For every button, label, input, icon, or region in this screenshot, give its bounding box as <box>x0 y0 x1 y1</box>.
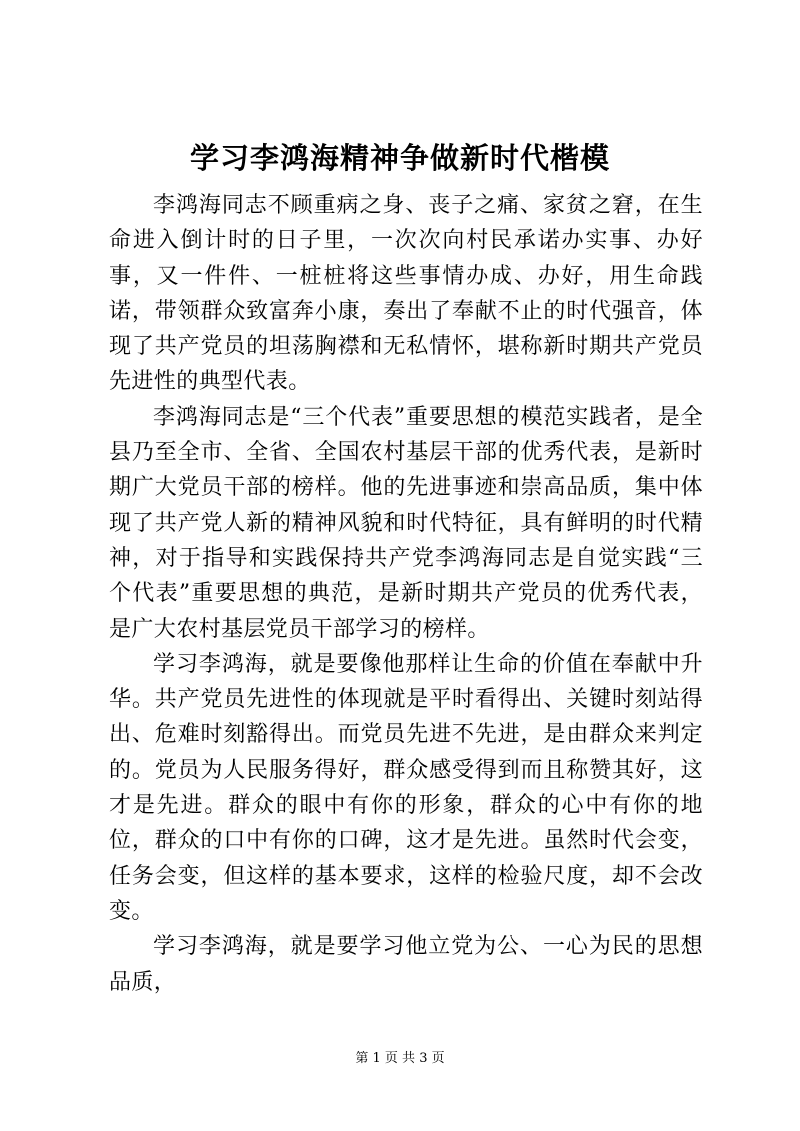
paragraph-2: 李鸿海同志是“三个代表”重要思想的模范实践者，是全县乃至全市、全省、全国农村基层干部的优秀代表，是新时期广大党员干部的榜样。他的先进事迹和崇高品质，集中体现了共产党人新的精神风貌和时代特征，具有鲜明的时代精神，对于指导和实践保持共产党李鸿海同志是自觉实践“三个代表”重要思想的典范，是新时期共产党员的优秀代表，是广大农村基层党员干部学习的榜样。 <box>109 404 703 642</box>
document-title: 学习李鸿海精神争做新时代楷模 <box>189 141 610 175</box>
document-body <box>109 188 703 1000</box>
paragraph-1: 李鸿海同志不顾重病之身、丧子之痛、家贫之窘，在生命进入倒计时的日子里，一次次向村民承诺办实事、办好事，又一件件、一桩桩将这些事情办成、办好，用生命践诺，带领群众致富奔小康，奏出了奉献不止的时代强音，体现了共产党员的坦荡胸襟和无私情怀，堪称新时期共产党员先进性的典型代表。 <box>109 193 703 395</box>
page-footer: 第 1 页 共 3 页 <box>355 1051 445 1066</box>
paragraph-4: 学习李鸿海，就是要学习他立党为公、一心为民的思想品质， <box>109 934 703 995</box>
paragraph-3: 学习李鸿海，就是要像他那样让生命的价值在奉献中升华。共产党员先进性的体现就是平时看得出、关键时刻站得出、危难时刻豁得出。而党员先进不先进，是由群众来判定的。党员为人民服务得好，群众感受得到而且称赞其好，这才是先进。群众的眼中有你的形象，群众的心中有你的地位，群众的口中有你的口碑，这才是先进。虽然时代会变，任务会变，但这样的基本要求，这样的检验尺度，却不会改变。 <box>109 651 703 924</box>
